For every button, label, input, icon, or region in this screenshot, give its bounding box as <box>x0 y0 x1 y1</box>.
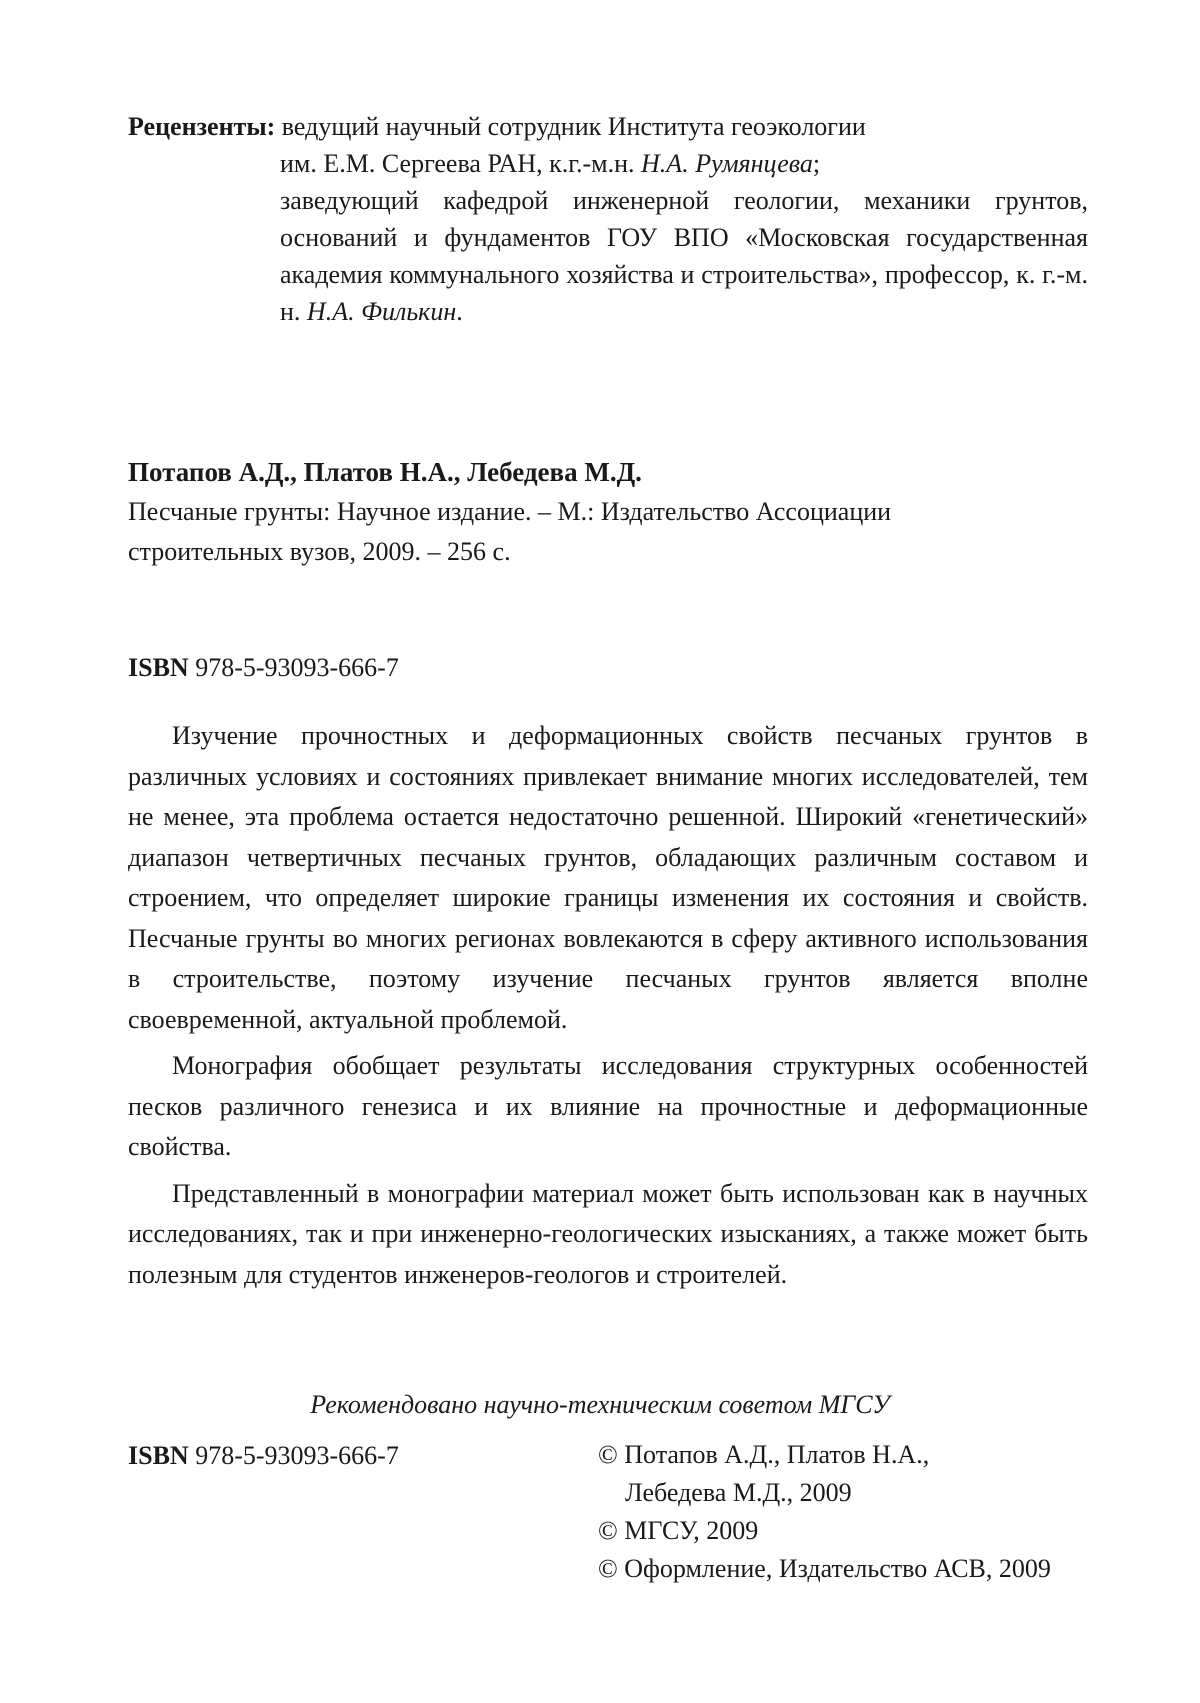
reviewer-2-name: Н.А. Филькин <box>306 297 457 326</box>
copyright-block <box>598 1436 1098 1588</box>
copyright-design: © Оформление, Издательство АСВ, 2009 <box>598 1554 1051 1583</box>
isbn-bottom-number: 978-5-93093-666-7 <box>188 1441 399 1470</box>
reviewer-1 <box>128 145 1088 182</box>
reviewer-1-name: Н.А. Румянцева <box>641 149 813 178</box>
abstract <box>128 716 1088 1301</box>
reviewer-2-end: . <box>456 297 463 326</box>
reviewer-1-end: ; <box>812 149 821 178</box>
isbn-bottom-label: ISBN <box>128 1441 189 1470</box>
isbn-number: 978-5-93093-666-7 <box>188 653 399 682</box>
reviewers-label: Рецензенты: <box>128 112 276 141</box>
recommendation-note: Рекомендовано научно-техническим советом МГСУ <box>310 1390 890 1419</box>
copyright-authors-line-1: © Потапов А.Д., Платов Н.А., <box>598 1440 930 1469</box>
abstract-paragraph-3: Представленный в монографии материал может быть использован как в научных исследованиях, так и при инженерно-геологических изысканиях, а также может быть полезным для студентов инженеров-геологов и строителей. <box>128 1178 1088 1289</box>
copyright-authors-line-2: Лебедева М.Д., 2009 <box>625 1478 852 1507</box>
reviewers-block <box>128 108 1088 330</box>
reviewer-2 <box>128 182 1088 330</box>
biblio-line-3: строительных вузов, 2009. – 256 с. <box>128 537 511 566</box>
isbn-label: ISBN <box>128 653 189 682</box>
reviewer-1-text: им. Е.М. Сергеева РАН, к.г.-м.н. <box>280 149 642 178</box>
bibliographic-record <box>128 452 1088 572</box>
abstract-paragraph-1: Изучение прочностных и деформационных свойств песчаных грунтов в различных условиях и состояниях привлекает внимание многих исследователей, тем не менее, эта проблема остается недостаточно решенной. Широкий «генетический» диапазон четвертичных песчаных грунтов, обладающих различным составом и строением, что определяет широкие границы изменения их состояния и свойств. Песчаные грунты во многих регионах вовлекаются в сферу активного использования в строительстве, поэтому изучение песчаных грунтов является вполне своевременной, актуальной проблемой. <box>128 721 1088 1034</box>
copyright-mgsu: © МГСУ, 2009 <box>598 1516 759 1545</box>
isbn-bottom <box>128 1436 399 1476</box>
reviewers-first-line <box>128 108 1088 145</box>
reviewers-first-text: ведущий научный сотрудник Института геоэкологии <box>275 112 866 141</box>
reviewer-2-text: заведующий кафедрой инженерной геологии, механики грунтов, оснований и фундаментов ГОУ ВПО «Московская государственная академия коммунального хозяйства и строительства», профессор, к. г.-м. н. <box>280 186 1088 326</box>
biblio-line-2: Песчаные грунты: Научное издание. – М.: Издательство Ассоциации <box>128 497 892 526</box>
authors: Потапов А.Д., Платов Н.А., Лебедева М.Д. <box>128 457 642 487</box>
isbn-top <box>128 648 399 688</box>
abstract-paragraph-2: Монография обобщает результаты исследования структурных особенностей песков различного генезиса и их влияние на прочностные и деформационные свойства. <box>128 1051 1088 1161</box>
